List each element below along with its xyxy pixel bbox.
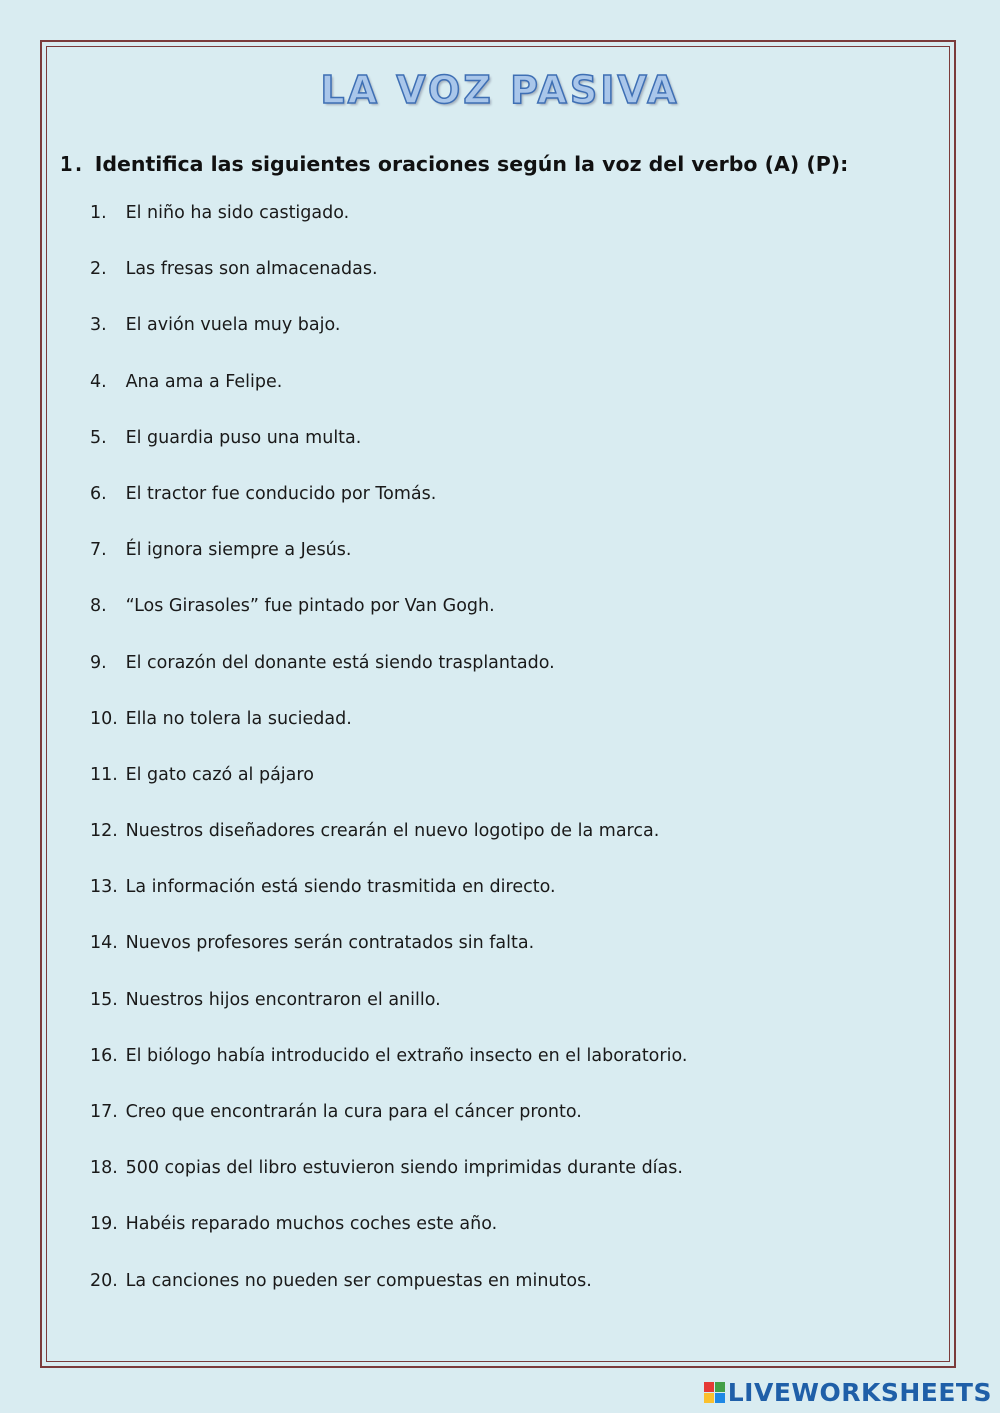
list-item bbox=[90, 1158, 687, 1214]
item-text: El guardia puso una multa. bbox=[125, 427, 362, 448]
item-number: 3. bbox=[90, 315, 107, 336]
exercise-instruction bbox=[60, 152, 940, 176]
item-number: 20. bbox=[90, 1270, 118, 1291]
page-title: LA VOZ PASIVA bbox=[320, 68, 680, 112]
logo-square-yellow bbox=[704, 1393, 714, 1403]
item-text: La canciones no pueden ser compuestas en minutos. bbox=[125, 1270, 592, 1291]
list-item bbox=[90, 428, 687, 484]
item-number: 4. bbox=[90, 371, 107, 392]
item-number: 10. bbox=[90, 708, 118, 729]
item-number: 15. bbox=[90, 989, 118, 1010]
list-item bbox=[90, 877, 687, 933]
item-text: Nuevos profesores serán contratados sin falta. bbox=[125, 933, 535, 954]
item-text: El niño ha sido castigado. bbox=[125, 203, 350, 223]
list-item bbox=[90, 596, 687, 652]
item-text: Las fresas son almacenadas. bbox=[125, 259, 378, 280]
item-text: El gato cazó al pájaro bbox=[125, 764, 314, 785]
list-item bbox=[90, 484, 687, 540]
item-text: Nuestros hijos encontraron el anillo. bbox=[125, 989, 441, 1010]
item-text: El tractor fue conducido por Tomás. bbox=[125, 483, 437, 504]
item-number: 14. bbox=[90, 933, 118, 954]
item-number: 17. bbox=[90, 1102, 118, 1122]
list-item bbox=[90, 1214, 687, 1270]
item-text: La información está siendo trasmitida en directo. bbox=[125, 877, 556, 898]
exercise-number: 1. bbox=[60, 152, 85, 176]
logo-square-green bbox=[715, 1382, 725, 1392]
list-item bbox=[90, 372, 687, 428]
sentence-list bbox=[90, 203, 687, 1327]
exercise-instruction-text: Identifica las siguientes oraciones según la voz del verbo (A) (P): bbox=[94, 152, 849, 176]
list-item bbox=[90, 990, 687, 1046]
item-number: 11. bbox=[90, 764, 118, 785]
item-text: Creo que encontrarán la cura para el cáncer pronto. bbox=[125, 1102, 582, 1122]
list-item bbox=[90, 1046, 687, 1102]
watermark-text: LIVEWORKSHEETS bbox=[727, 1378, 992, 1407]
item-number: 7. bbox=[90, 540, 107, 561]
item-text: Nuestros diseñadores crearán el nuevo logotipo de la marca. bbox=[125, 821, 660, 842]
item-text: “Los Girasoles” fue pintado por Van Gogh. bbox=[125, 596, 495, 617]
item-text: El avión vuela muy bajo. bbox=[125, 315, 341, 336]
list-item bbox=[90, 1102, 687, 1158]
item-text: Él ignora siempre a Jesús. bbox=[125, 540, 352, 561]
item-number: 12. bbox=[90, 821, 118, 842]
item-number: 8. bbox=[90, 596, 107, 617]
list-item bbox=[90, 259, 687, 315]
item-number: 6. bbox=[90, 483, 107, 504]
liveworksheets-watermark bbox=[704, 1378, 992, 1407]
list-item bbox=[90, 933, 687, 989]
list-item bbox=[90, 540, 687, 596]
list-item bbox=[90, 203, 687, 259]
list-item bbox=[90, 709, 687, 765]
list-item bbox=[90, 765, 687, 821]
item-number: 16. bbox=[90, 1045, 118, 1066]
list-item bbox=[90, 315, 687, 371]
item-number: 9. bbox=[90, 652, 107, 673]
item-text: Habéis reparado muchos coches este año. bbox=[125, 1214, 498, 1235]
list-item bbox=[90, 1271, 687, 1327]
item-number: 13. bbox=[90, 877, 118, 898]
item-text: El biólogo había introducido el extraño insecto en el laboratorio. bbox=[125, 1045, 688, 1066]
item-number: 18. bbox=[90, 1158, 118, 1179]
logo-square-blue bbox=[715, 1393, 725, 1403]
list-item bbox=[90, 821, 687, 877]
logo-square-red bbox=[704, 1382, 714, 1392]
item-number: 1. bbox=[90, 203, 107, 223]
liveworksheets-logo-icon bbox=[704, 1382, 725, 1403]
item-number: 19. bbox=[90, 1214, 118, 1235]
item-text: El corazón del donante está siendo trasplantado. bbox=[125, 652, 555, 673]
item-number: 2. bbox=[90, 259, 107, 280]
item-number: 5. bbox=[90, 427, 107, 448]
item-text: Ana ama a Felipe. bbox=[125, 371, 283, 392]
list-item bbox=[90, 653, 687, 709]
item-text: 500 copias del libro estuvieron siendo imprimidas durante días. bbox=[125, 1158, 683, 1179]
item-text: Ella no tolera la suciedad. bbox=[125, 708, 352, 729]
